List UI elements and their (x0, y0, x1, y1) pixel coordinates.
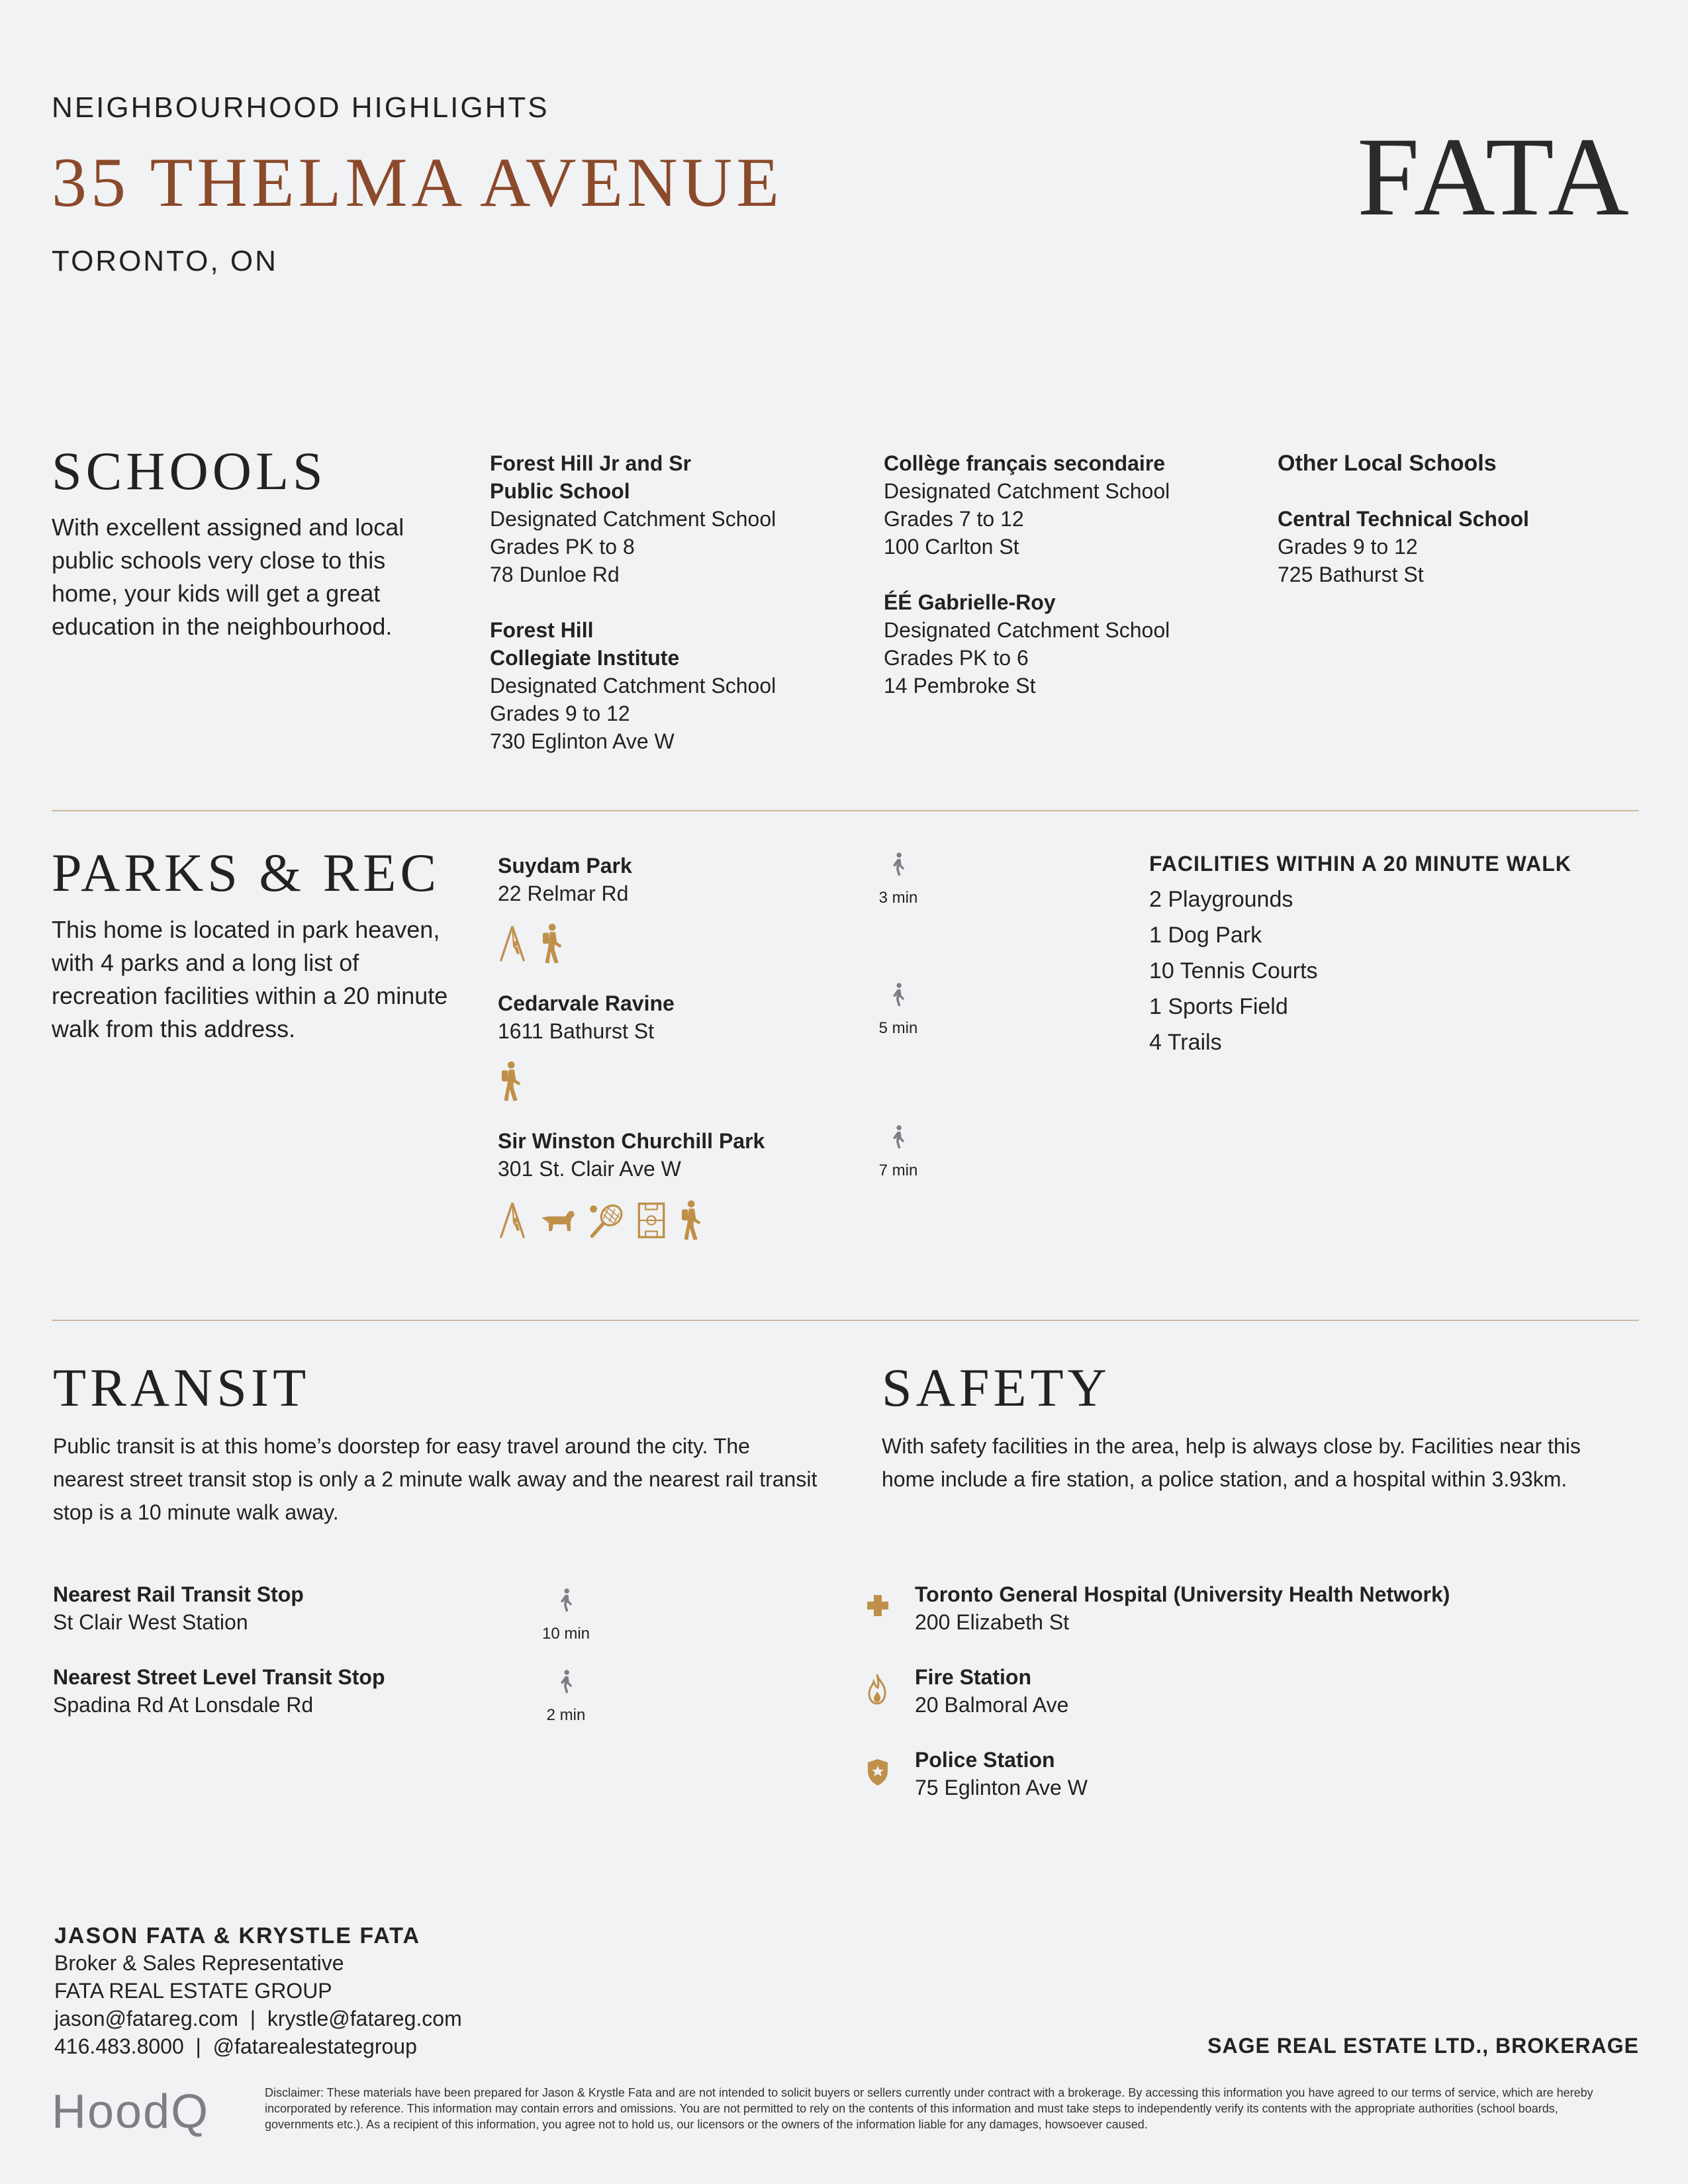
park-address: 1611 Bathurst St (498, 1019, 654, 1043)
dog-icon (539, 1200, 576, 1241)
park-amenities (498, 1200, 703, 1241)
school-name: Forest Hill (490, 618, 594, 642)
park-item (498, 852, 632, 907)
walk-time-label: 10 min (541, 1625, 590, 1643)
safety-title: SAFETY (882, 1357, 1111, 1418)
safety-item (915, 1580, 1450, 1636)
transit-stop-name: Spadina Rd At Lonsdale Rd (53, 1693, 314, 1717)
agent-role: Broker & Sales Representative (54, 1951, 344, 1975)
schools-column-3 (1278, 449, 1648, 588)
school-name: Central Technical School (1278, 507, 1529, 531)
school-address: 100 Carlton St (884, 535, 1019, 559)
parks-intro: This home is located in park heaven, with 4 parks and a long list of recreation facilities within a 20 minute walk from this address. (52, 916, 448, 1042)
parks-title: PARKS & REC (52, 842, 441, 903)
schools-column-1 (490, 449, 861, 755)
transit-stop (53, 1580, 304, 1636)
facilities-title: FACILITIES WITHIN A 20 MINUTE WALK (1149, 852, 1571, 876)
walking-icon (557, 1663, 575, 1700)
school-type: Designated Catchment School (490, 674, 776, 698)
fire-icon (867, 1673, 887, 1705)
school-name: Collège français secondaire (884, 451, 1166, 475)
brokerage-name: SAGE REAL ESTATE LTD., BROKERAGE (1207, 2034, 1639, 2058)
safety-item-name: Fire Station (915, 1665, 1032, 1689)
agent-group: FATA REAL ESTATE GROUP (54, 1979, 332, 2003)
playground-icon (498, 1200, 527, 1241)
park-name: Sir Winston Churchill Park (498, 1129, 765, 1153)
facility-item: 4 Trails (1149, 1030, 1222, 1055)
hiker-icon (498, 1061, 523, 1102)
park-amenities (498, 1061, 523, 1102)
school-name: Forest Hill Jr and Sr (490, 451, 692, 475)
walking-icon (557, 1582, 575, 1619)
fata-logo: FATA (1357, 114, 1632, 239)
park-address: 301 St. Clair Ave W (498, 1157, 681, 1181)
walk-time-label: 7 min (878, 1161, 918, 1179)
school-address: 78 Dunloe Rd (490, 563, 620, 586)
school-name-cont: Collegiate Institute (490, 646, 680, 670)
agent-contact (54, 1923, 462, 2060)
hoodq-logo: HoodQ (52, 2085, 210, 2138)
school-entry (490, 616, 861, 755)
page-title: 35 THELMA AVENUE (52, 144, 784, 221)
park-name: Suydam Park (498, 854, 632, 878)
safety-item-address: 200 Elizabeth St (915, 1610, 1070, 1634)
facility-item: 10 Tennis Courts (1149, 958, 1318, 983)
facility-item: 1 Sports Field (1149, 994, 1288, 1019)
school-name: ÉÉ Gabrielle-Roy (884, 590, 1056, 614)
hiker-icon (539, 923, 564, 964)
school-address: 730 Eglinton Ave W (490, 729, 675, 753)
park-amenities (498, 923, 564, 964)
city-label: TORONTO, ON (52, 245, 278, 277)
walking-icon (889, 846, 908, 883)
agent-phone-social[interactable]: 416.483.8000 | @fatarealestategroup (54, 2034, 417, 2058)
safety-item-name: Police Station (915, 1748, 1055, 1772)
agent-emails[interactable]: jason@fatareg.com | krystle@fatareg.com (54, 2007, 462, 2030)
school-grades: Grades 9 to 12 (1278, 535, 1418, 559)
school-grades: Grades PK to 6 (884, 646, 1029, 670)
walk-time (862, 976, 935, 1038)
playground-icon (498, 923, 527, 964)
section-divider (52, 1320, 1639, 1321)
hiker-icon (678, 1200, 703, 1241)
safety-item-address: 20 Balmoral Ave (915, 1693, 1069, 1717)
facility-item: 2 Playgrounds (1149, 887, 1293, 912)
walk-time-label: 2 min (546, 1706, 586, 1724)
walk-time-label: 5 min (878, 1019, 918, 1037)
schools-title: SCHOOLS (52, 441, 327, 501)
school-name-cont: Public School (490, 479, 630, 503)
school-type: Designated Catchment School (884, 479, 1170, 503)
safety-item-name: Toronto General Hospital (University Health Network) (915, 1582, 1450, 1606)
facilities-list (1149, 852, 1571, 1060)
section-divider (52, 810, 1639, 811)
walk-time (862, 1118, 935, 1180)
other-schools-heading: Other Local Schools (1278, 451, 1497, 476)
transit-title: TRANSIT (53, 1357, 310, 1418)
schools-intro: With excellent assigned and local public schools very close to this home, your kids will get a great education in the neighbourhood. (52, 514, 404, 640)
school-grades: Grades PK to 8 (490, 535, 635, 559)
park-item (498, 989, 675, 1045)
agent-names: JASON FATA & KRYSTLE FATA (54, 1923, 421, 1948)
school-entry (884, 449, 1254, 561)
transit-stop-label: Nearest Rail Transit Stop (53, 1582, 304, 1606)
schools-column-2 (884, 449, 1254, 700)
tennis-icon (588, 1200, 625, 1241)
safety-item-address: 75 Eglinton Ave W (915, 1776, 1088, 1799)
sports-field-icon (637, 1200, 666, 1241)
transit-intro: Public transit is at this home’s doorstep for easy travel around the city. The nearest street transit stop is only a 2 minute walk away and the nearest rail transit stop is a 10 minute walk away. (53, 1434, 818, 1524)
walk-time (530, 1663, 602, 1725)
school-grades: Grades 7 to 12 (884, 507, 1024, 531)
safety-item (915, 1746, 1088, 1801)
police-badge-icon (866, 1758, 890, 1787)
transit-stop-name: St Clair West Station (53, 1610, 248, 1634)
facility-item: 1 Dog Park (1149, 923, 1262, 948)
school-address: 725 Bathurst St (1278, 563, 1424, 586)
safety-intro: With safety facilities in the area, help is always close by. Facilities near this home include a fire station, a police station, and a hospital within 3.93km. (882, 1434, 1581, 1491)
walking-icon (889, 976, 908, 1013)
school-type: Designated Catchment School (884, 618, 1170, 642)
transit-stop (53, 1663, 385, 1719)
disclaimer: Disclaimer: These materials have been prepared for Jason & Krystle Fata and are not intended to solicit buyers or sellers currently under contract with a brokerage. By accessing this information you have agreed to our terms of service, which are hereby incorporated by reference. This information may contain errors and omissions. You are not permitted to rely on the contents of this information and must take steps to independently verify its contents with the appropriate authorities (school boards, governments etc.). As a recipient of this information, you agree not to hold us, our licensors or the owners of the information liable for any damages, howsoever caused. (265, 2086, 1593, 2131)
transit-stop-label: Nearest Street Level Transit Stop (53, 1665, 385, 1689)
school-type: Designated Catchment School (490, 507, 776, 531)
park-address: 22 Relmar Rd (498, 882, 629, 905)
walk-time-label: 3 min (878, 889, 918, 907)
walking-icon (889, 1118, 908, 1156)
school-entry (884, 588, 1254, 700)
walk-time (530, 1582, 602, 1643)
school-grades: Grades 9 to 12 (490, 702, 630, 725)
walk-time (862, 846, 935, 907)
hospital-cross-icon (865, 1592, 891, 1619)
safety-item (915, 1663, 1068, 1719)
park-name: Cedarvale Ravine (498, 991, 675, 1015)
school-address: 14 Pembroke St (884, 674, 1036, 698)
park-item (498, 1127, 765, 1183)
school-entry (490, 449, 861, 588)
eyebrow-title: NEIGHBOURHOOD HIGHLIGHTS (52, 91, 549, 124)
